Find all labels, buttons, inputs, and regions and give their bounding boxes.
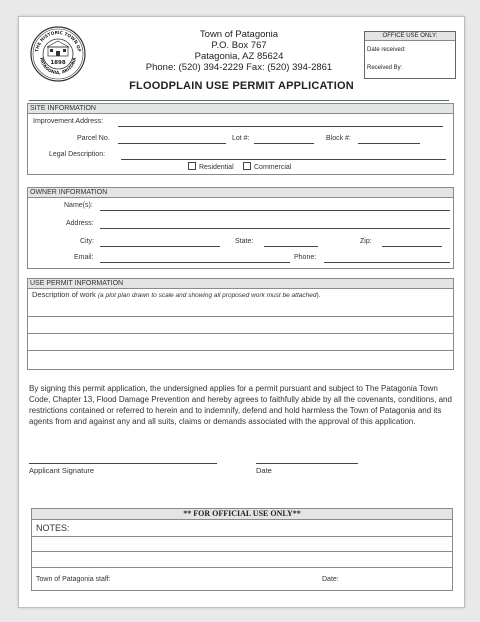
state-input[interactable] — [264, 246, 318, 247]
description-note: (a plot plan drawn to scale and showing all proposed work must be attached — [97, 292, 317, 299]
office-use-title: OFFICE USE ONLY: — [365, 32, 455, 41]
svg-text:1898: 1898 — [50, 60, 66, 66]
phone-input[interactable] — [324, 262, 450, 263]
official-use-section — [31, 508, 453, 591]
use-permit-section — [27, 278, 454, 370]
official-use-header: ** FOR OFFICIAL USE ONLY** — [32, 509, 452, 520]
signature-date-label: Date — [256, 466, 272, 475]
applicant-signature-line[interactable] — [29, 463, 217, 464]
description-line-2[interactable] — [28, 333, 453, 351]
city-input[interactable] — [100, 246, 220, 247]
notes-label: NOTES: — [36, 523, 70, 533]
agreement-paragraph: By signing this permit application, the undersigned applies for a permit pursuant and subject to The Patagonia Town Code, Chapter 13, Flood Damage Prevention and hereby agrees to faithfully abide by all the covenants, conditions, and restrictions contained or referred to herein and to indemnify, defend and hold harmless the Town of Patagonia and its agents from and against any and all suits, claims or demands associated with the approval of this application. — [29, 384, 452, 426]
names-input[interactable] — [100, 210, 450, 211]
applicant-signature-label: Applicant Signature — [29, 466, 95, 475]
header-po-box: P.O. Box 767 — [211, 40, 267, 51]
state-label: State: — [235, 238, 254, 245]
received-by-field[interactable]: Received By: — [367, 65, 403, 71]
date-received-field[interactable]: Date received: — [367, 47, 406, 53]
residential-label: Residential — [199, 164, 234, 171]
legal-description-label: Legal Description: — [49, 151, 106, 158]
lot-input[interactable] — [254, 143, 314, 144]
description-line-1[interactable] — [28, 316, 453, 334]
svg-text:PATAGONIA, ARIZONA: PATAGONIA, ARIZONA — [38, 57, 78, 77]
svg-text:THE HISTORIC TOWN OF: THE HISTORIC TOWN OF — [35, 30, 81, 53]
parcel-input[interactable] — [118, 143, 226, 144]
lot-label: Lot #: — [232, 135, 250, 142]
staff-date-label: Date: — [322, 576, 339, 583]
header-town-name: Town of Patagonia — [199, 29, 279, 40]
signature-date-line[interactable] — [256, 463, 358, 464]
address-input[interactable] — [100, 228, 450, 229]
form-page — [18, 16, 465, 608]
phone-label: Phone: — [294, 254, 317, 261]
title-divider — [29, 100, 449, 101]
office-use-box — [364, 31, 456, 79]
zip-input[interactable] — [382, 246, 442, 247]
improvement-address-input[interactable] — [118, 126, 443, 127]
owner-information-section — [27, 187, 454, 269]
improvement-address-label: Improvement Address: — [33, 118, 104, 125]
description-line-3[interactable] — [28, 350, 453, 368]
notes-line-2[interactable] — [32, 551, 452, 567]
description-of-work-label — [32, 290, 320, 299]
staff-label: Town of Patagonia staff: — [36, 576, 111, 583]
town-header — [119, 29, 359, 73]
residential-option[interactable] — [188, 162, 234, 171]
parcel-label: Parcel No. — [77, 135, 110, 142]
city-label: City: — [80, 238, 94, 245]
email-input[interactable] — [100, 262, 290, 263]
block-label: Block #: — [326, 135, 351, 142]
description-note-end: ). — [316, 292, 321, 299]
site-information-section — [27, 103, 454, 175]
address-label: Address: — [66, 220, 94, 227]
description-label-text: Description of work — [32, 290, 96, 299]
commercial-checkbox[interactable] — [243, 162, 251, 170]
zip-label: Zip: — [360, 238, 372, 245]
header-phone-fax: Phone: (520) 394-2229 Fax: (520) 394-2861 — [145, 62, 333, 73]
header-city-state: Patagonia, AZ 85624 — [194, 51, 284, 62]
residential-checkbox[interactable] — [188, 162, 196, 170]
legal-description-input[interactable] — [121, 159, 446, 160]
use-permit-header: USE PERMIT INFORMATION — [28, 279, 453, 289]
commercial-option[interactable] — [243, 162, 291, 171]
town-seal-logo — [29, 25, 87, 83]
site-information-header: SITE INFORMATION — [28, 104, 453, 114]
owner-information-header: OWNER INFORMATION — [28, 188, 453, 198]
notes-line-1[interactable] — [32, 536, 452, 552]
commercial-label: Commercial — [254, 164, 292, 171]
email-label: Email: — [74, 254, 94, 261]
names-label: Name(s): — [64, 202, 93, 209]
staff-row — [32, 567, 452, 590]
block-input[interactable] — [358, 143, 420, 144]
form-title: FLOODPLAIN USE PERMIT APPLICATION — [129, 80, 354, 92]
